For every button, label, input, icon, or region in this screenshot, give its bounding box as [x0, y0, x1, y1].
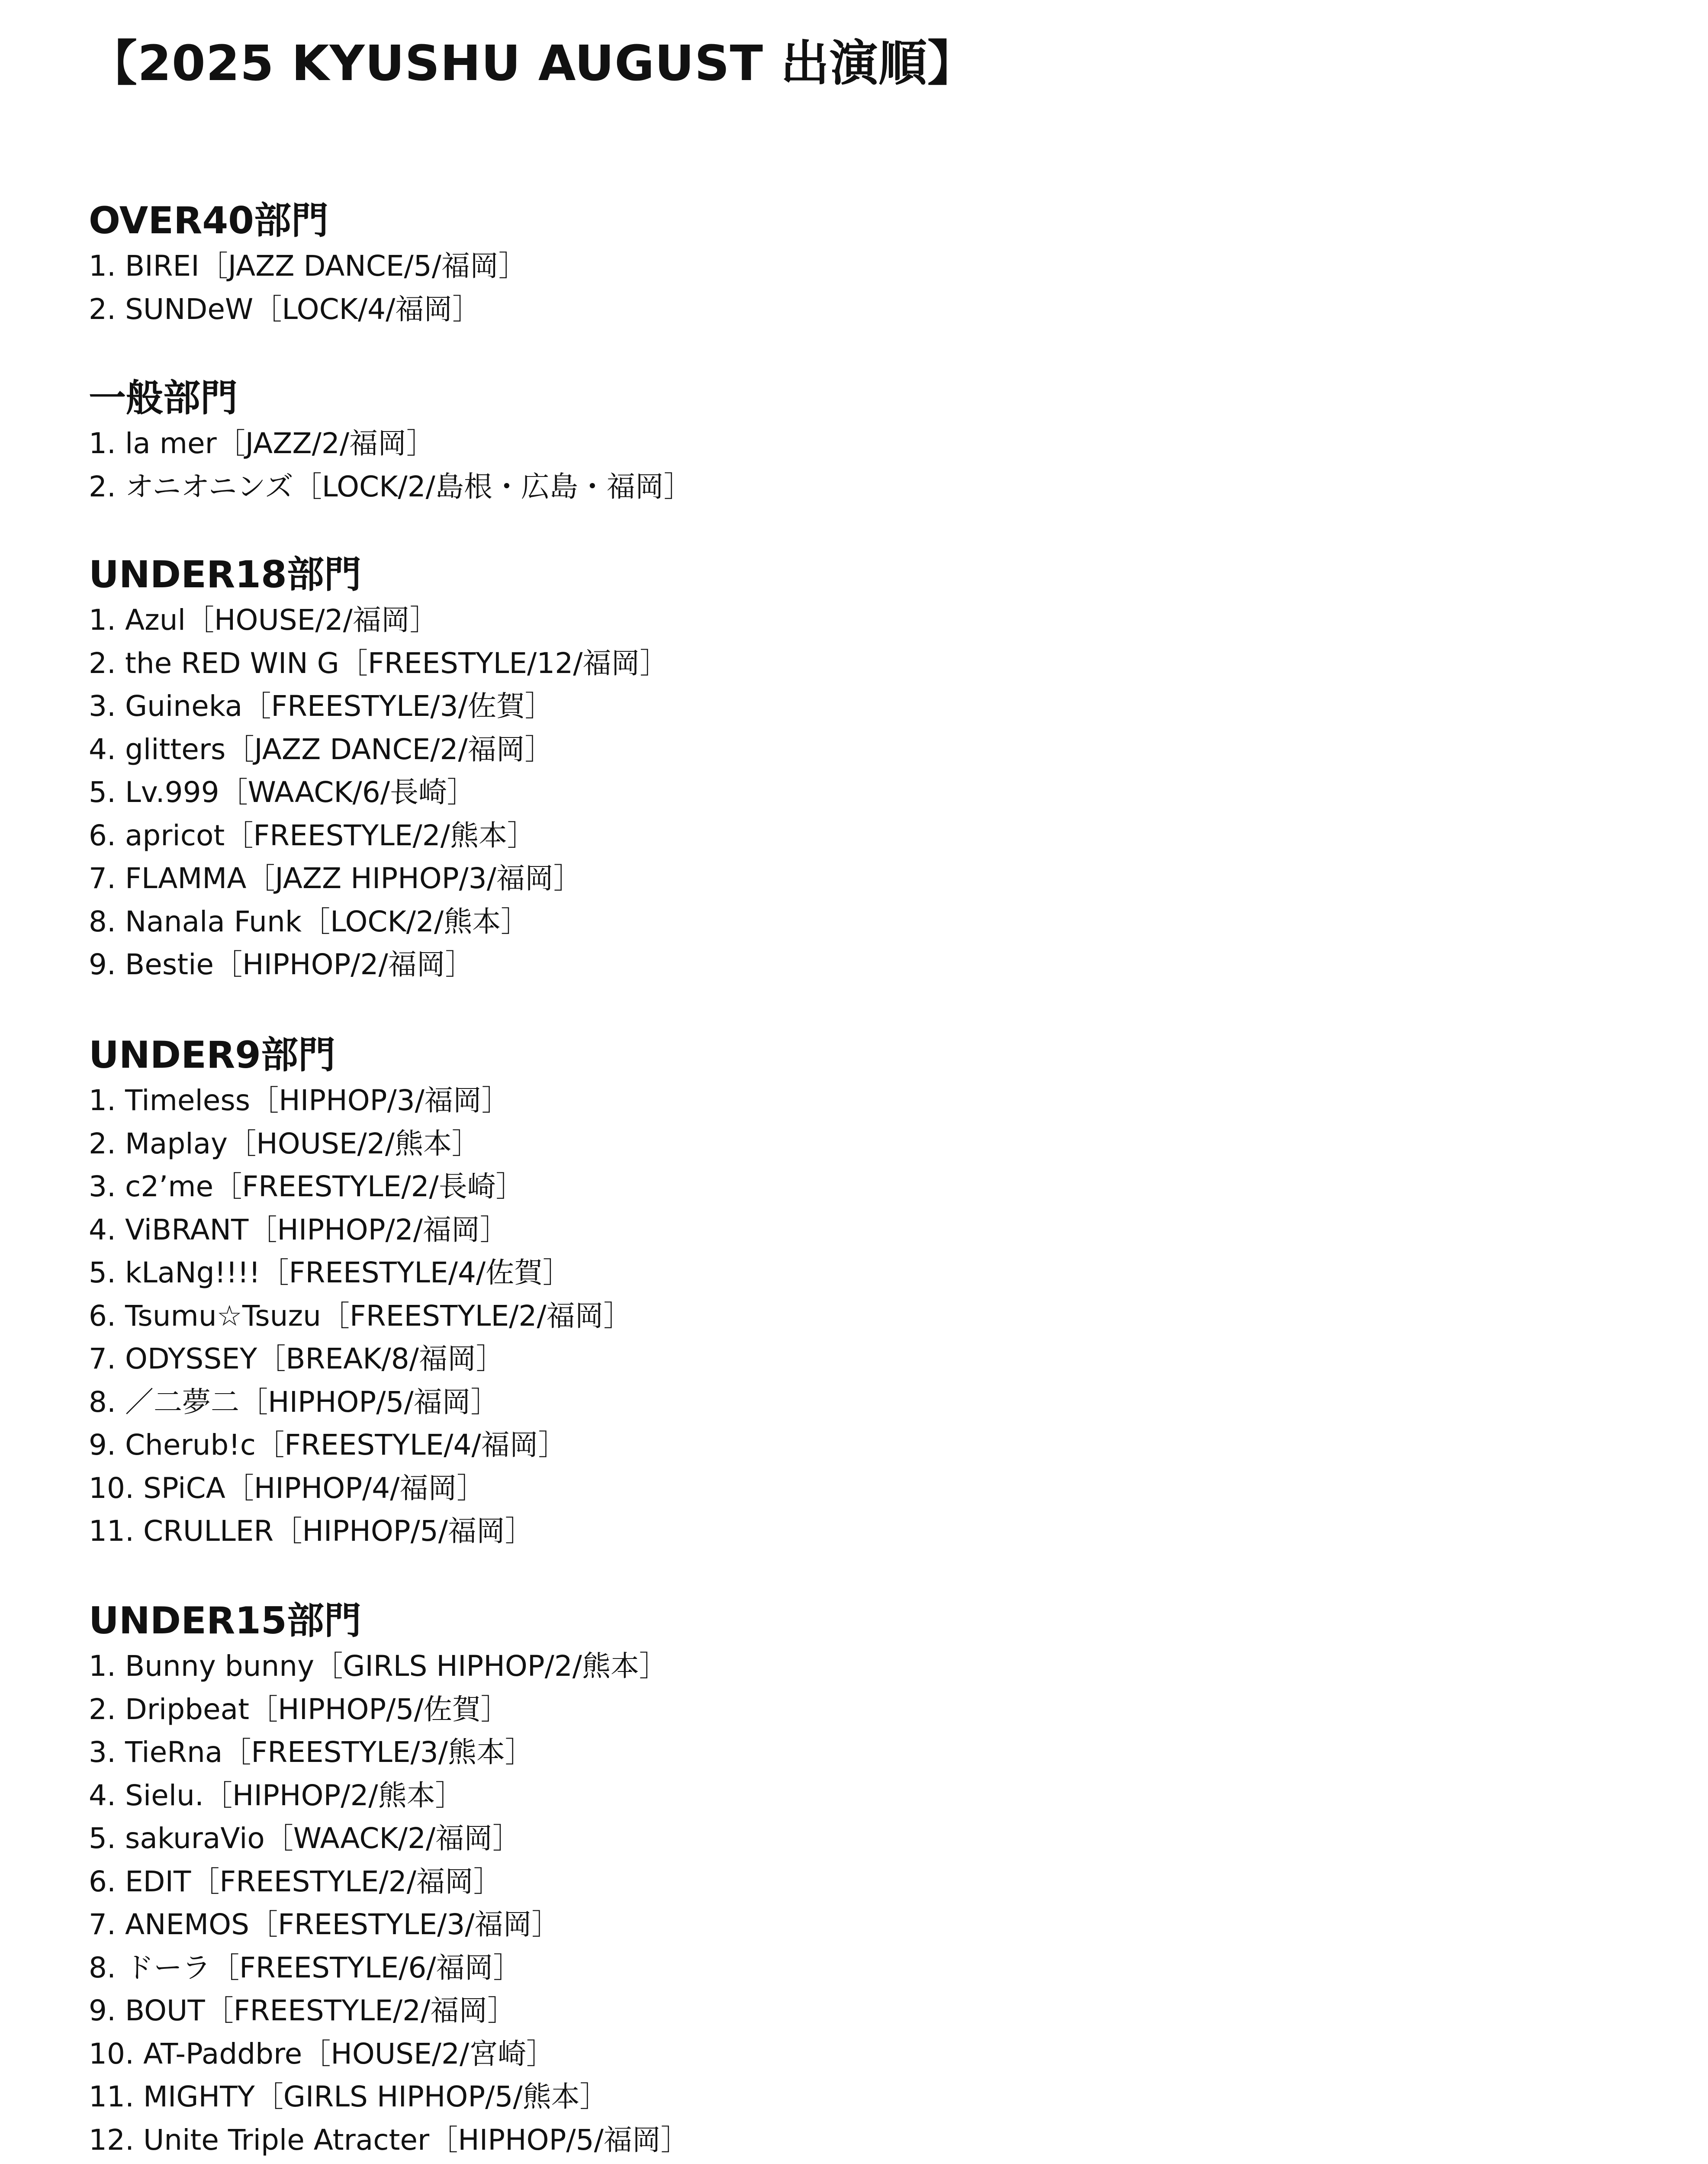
list-item: 4. ViBRANT［HIPHOP/2/福岡］ [89, 1213, 509, 1246]
section-title: UNDER9部門 [89, 1034, 336, 1077]
list-item: 3. c2’me［FREESTYLE/2/長崎］ [89, 1170, 524, 1203]
list-item: 1. BIREI［JAZZ DANCE/5/福岡］ [89, 249, 528, 283]
list-item: 9. Bestie［HIPHOP/2/福岡］ [89, 948, 474, 981]
section-title: UNDER15部門 [89, 1599, 361, 1642]
list-item: 2. オニオニンズ［LOCK/2/島根・広島・福岡］ [89, 470, 692, 503]
list-item: 5. sakuraVio［WAACK/2/福岡］ [89, 1822, 521, 1855]
list-item: 6. Tsumu☆Tsuzu［FREESTYLE/2/福岡］ [89, 1299, 632, 1333]
list-item: 5. kLaNg!!!!［FREESTYLE/4/佐賀］ [89, 1256, 572, 1289]
list-item: 2. the RED WIN G［FREESTYLE/12/福岡］ [89, 646, 669, 680]
list-item: 7. FLAMMA［JAZZ HIPHOP/3/福岡］ [89, 862, 582, 895]
list-item: 7. ODYSSEY［BREAK/8/福岡］ [89, 1342, 505, 1375]
list-item [89, 2161, 689, 2164]
list-item: 9. BOUT［FREESTYLE/2/福岡］ [89, 1994, 516, 2027]
list-item: 10. AT-Paddbre［HOUSE/2/宮崎］ [89, 2037, 555, 2071]
list-item: 5. Lv.999［WAACK/6/長崎］ [89, 776, 476, 809]
section-over40 [89, 197, 527, 331]
list-item: 1. la mer［JAZZ/2/福岡］ [89, 427, 435, 460]
section-under18 [89, 551, 669, 986]
entry-list [89, 1079, 632, 1553]
list-item: 11. CRULLER［HIPHOP/5/福岡］ [89, 1514, 534, 1548]
list-item: 8. ／二夢二［HIPHOP/5/福岡］ [89, 1385, 499, 1419]
list-item: 8. ドーラ［FREESTYLE/6/福岡］ [89, 1951, 522, 1984]
list-item: 2. Maplay［HOUSE/2/熊本］ [89, 1127, 481, 1160]
list-item: 10. SPiCA［HIPHOP/4/福岡］ [89, 1471, 486, 1505]
list-item: 1. Bunny bunny［GIRLS HIPHOP/2/熊本］ [89, 1649, 668, 1683]
list-item: 3. Guineka［FREESTYLE/3/佐賀］ [89, 689, 553, 723]
entry-list [89, 1645, 689, 2164]
section-under15 [89, 1597, 689, 2164]
entry-list [89, 422, 692, 508]
section-title: 一般部門 [89, 377, 238, 420]
list-item: 6. EDIT［FREESTYLE/2/福岡］ [89, 1865, 502, 1898]
entry-list [89, 599, 669, 986]
list-item: 4. Sielu.［HIPHOP/2/熊本］ [89, 1778, 464, 1812]
list-item: 11. MIGHTY［GIRLS HIPHOP/5/熊本］ [89, 2080, 608, 2113]
list-item: 1. Azul［HOUSE/2/福岡］ [89, 603, 438, 637]
list-item: 1. Timeless［HIPHOP/3/福岡］ [89, 1084, 510, 1117]
list-item: 6. apricot［FREESTYLE/2/熊本］ [89, 818, 536, 852]
list-item: 7. ANEMOS［FREESTYLE/3/福岡］ [89, 1908, 560, 1941]
list-item: 2. SUNDeW［LOCK/4/福岡］ [89, 292, 481, 326]
page-title: 【2025 KYUSHU AUGUST 出演順】 [89, 35, 976, 92]
list-item: 8. Nanala Funk［LOCK/2/熊本］ [89, 905, 530, 938]
section-title: OVER40部門 [89, 199, 329, 242]
entry-list [89, 245, 527, 331]
list-item: 3. TieRna［FREESTYLE/3/熊本］ [89, 1736, 534, 1769]
list-item: 2. Dripbeat［HIPHOP/5/佐賀］ [89, 1692, 509, 1726]
list-item: 4. glitters［JAZZ DANCE/2/福岡］ [89, 732, 553, 766]
section-general [89, 374, 692, 508]
list-item: 9. Cherub!c［FREESTYLE/4/福岡］ [89, 1428, 567, 1462]
list-item: 12. Unite Triple Atracter［HIPHOP/5/福岡］ [89, 2123, 689, 2157]
section-under9 [89, 1031, 632, 1553]
section-title: UNDER18部門 [89, 553, 361, 596]
